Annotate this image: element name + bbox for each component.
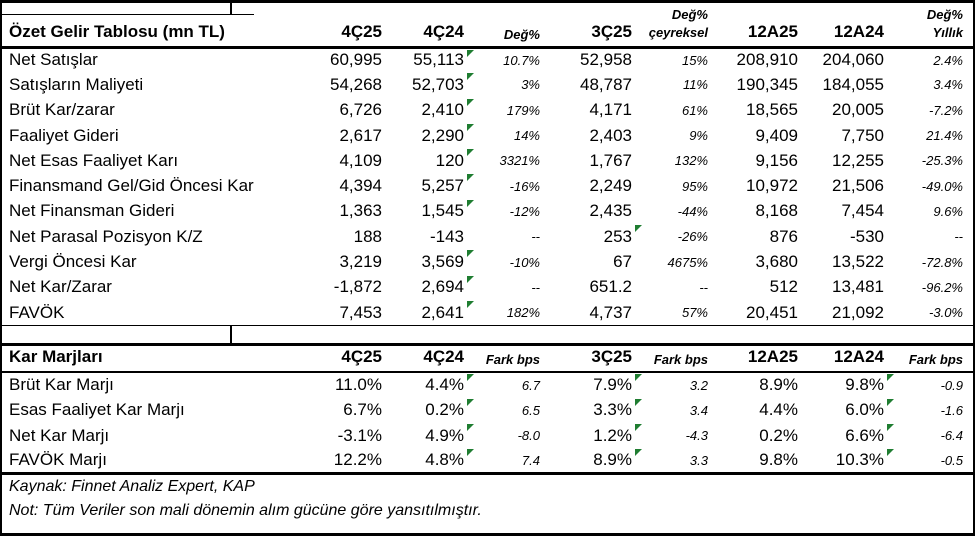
value-cell: -0.5: [940, 452, 963, 468]
row-label: Faaliyet Gideri: [9, 125, 119, 145]
cell-flag-icon: [467, 149, 474, 156]
value-cell: 182%: [506, 305, 540, 321]
value-cell: -7.2%: [929, 102, 963, 118]
row-label: Net Kar/Zarar: [9, 277, 112, 297]
row-label: Net Esas Faaliyet Karı: [9, 150, 179, 170]
value-cell: 3.3: [689, 452, 708, 468]
value-cell: 55,113: [392, 47, 474, 72]
cell-flag-icon: [467, 399, 474, 406]
col-header-4c24-margins: 4Ç24: [392, 346, 474, 372]
value-cell: 13,522: [832, 252, 884, 272]
value-cell: -6.4: [940, 428, 963, 443]
value-cell: 1.2%: [550, 423, 642, 448]
value-cell: 2,694: [392, 275, 474, 300]
value-cell: -1,872: [333, 277, 382, 297]
value-cell: --: [531, 279, 540, 295]
table-row: [2, 249, 973, 274]
cell-flag-icon: [887, 424, 894, 431]
value-cell: 7.9%: [550, 372, 642, 397]
table-row: [2, 173, 973, 198]
value-cell: -44%: [677, 203, 708, 219]
grid-tick: [230, 326, 232, 343]
value-cell: 52,958: [580, 50, 632, 70]
value-cell: 20,451: [746, 302, 798, 322]
table-row: [2, 199, 973, 224]
value-cell: 4.9%: [392, 423, 474, 448]
table-row: [2, 423, 973, 448]
cell-flag-icon: [467, 250, 474, 257]
spacer-row: [2, 325, 973, 346]
value-cell: 57%: [681, 305, 708, 321]
value-cell: 190,345: [736, 74, 798, 94]
row-label: Net Satışlar: [9, 50, 98, 70]
value-cell: 95%: [681, 178, 708, 194]
value-cell: -8.0: [517, 428, 540, 443]
grid-tick: [230, 3, 232, 15]
value-cell: 188: [353, 226, 382, 246]
col-header-deg-pct: Değ%: [474, 3, 550, 47]
value-cell: 7,750: [841, 125, 884, 145]
value-cell: 12,255: [832, 150, 884, 170]
value-cell: 3%: [521, 77, 540, 93]
col-header-deg-pct-yoy: Değ% Yıllık: [894, 3, 973, 47]
value-cell: 0.2%: [392, 398, 474, 423]
value-cell: 2,290: [392, 123, 474, 148]
value-cell: 10,972: [746, 176, 798, 196]
value-cell: 4,171: [589, 100, 632, 120]
value-cell: 21,092: [832, 302, 884, 322]
value-cell: 13,481: [832, 277, 884, 297]
cell-flag-icon: [467, 73, 474, 80]
cell-flag-icon: [467, 424, 474, 431]
col-header-12a24: 12A24: [808, 3, 894, 47]
row-label: Net Finansman Gideri: [9, 201, 175, 221]
col-header-12a24-margins: 12A24: [808, 346, 894, 372]
value-cell: 3321%: [499, 153, 540, 169]
table-row: [2, 123, 973, 148]
value-cell: 15%: [681, 52, 708, 68]
col-header-3c25-margins: 3Ç25: [550, 346, 642, 372]
value-cell: 52,703: [392, 72, 474, 97]
value-cell: 60,995: [330, 50, 382, 70]
value-cell: 184,055: [822, 74, 884, 94]
income-table-title-text: Özet Gelir Tablosu (mn TL): [9, 21, 225, 41]
value-cell: 132%: [674, 153, 708, 169]
data-note: Not: Tüm Veriler son mali dönemin alım gücüne göre yansıtılmıştır.: [9, 501, 482, 519]
value-cell: -12%: [509, 203, 540, 219]
col-header-4c25-margins: 4Ç25: [308, 346, 392, 372]
value-cell: -4.3: [685, 428, 708, 443]
value-cell: 6,726: [339, 100, 382, 120]
margins-table-title: [2, 346, 308, 372]
col-header-fark-bps-1: Fark bps: [474, 346, 550, 372]
cell-flag-icon: [887, 399, 894, 406]
value-cell: 0.2%: [759, 425, 798, 445]
row-label: FAVÖK Marjı: [9, 450, 107, 470]
cell-flag-icon: [467, 301, 474, 308]
value-cell: 1,363: [339, 201, 382, 221]
value-cell: 3.3%: [550, 398, 642, 423]
cell-flag-icon: [467, 449, 474, 456]
value-cell: 2,641: [392, 300, 474, 325]
value-cell: 3.4%: [933, 77, 963, 93]
col-header-12a25: 12A25: [718, 3, 808, 47]
col-header-12a25-margins: 12A25: [718, 346, 808, 372]
value-cell: 21,506: [832, 176, 884, 196]
value-cell: 4.4%: [392, 372, 474, 397]
value-cell: 4.8%: [392, 448, 474, 473]
value-cell: --: [531, 229, 540, 245]
value-cell: 512: [769, 277, 798, 297]
value-cell: 3.2: [689, 377, 708, 393]
value-cell: 2,403: [589, 125, 632, 145]
value-cell: 9%: [689, 128, 708, 144]
row-label: Net Kar Marjı: [9, 425, 110, 445]
row-label: Net Parasal Pozisyon K/Z: [9, 226, 203, 246]
cell-flag-icon: [467, 374, 474, 381]
cell-flag-icon: [467, 50, 474, 57]
value-cell: 67: [613, 252, 632, 272]
value-cell: 7,454: [841, 201, 884, 221]
profit-margins-table: [2, 346, 973, 475]
row-label: Vergi Öncesi Kar: [9, 252, 137, 272]
value-cell: 20,005: [832, 100, 884, 120]
cell-flag-icon: [887, 449, 894, 456]
value-cell: 6.7%: [343, 400, 382, 420]
table-row: [2, 300, 973, 325]
cell-flag-icon: [467, 276, 474, 283]
value-cell: --: [954, 229, 963, 245]
value-cell: 21.4%: [926, 128, 963, 144]
value-cell: 10.3%: [808, 448, 894, 473]
value-cell: 4675%: [667, 254, 708, 270]
value-cell: 4,737: [589, 302, 632, 322]
value-cell: 3,219: [339, 252, 382, 272]
value-cell: --: [699, 279, 708, 295]
cell-flag-icon: [635, 374, 642, 381]
value-cell: 2,410: [392, 98, 474, 123]
value-cell: 208,910: [736, 50, 798, 70]
value-cell: 204,060: [822, 50, 884, 70]
row-label: FAVÖK: [9, 302, 65, 322]
row-label: Finansmand Gel/Gid Öncesi Kar: [9, 176, 254, 196]
row-label: Satışların Maliyeti: [9, 74, 144, 94]
value-cell: 3.4: [689, 402, 708, 418]
row-label: Brüt Kar/zarar: [9, 100, 115, 120]
value-cell: 11.0%: [335, 375, 382, 395]
cell-flag-icon: [467, 99, 474, 106]
cell-flag-icon: [635, 399, 642, 406]
income-table-title: [2, 3, 308, 47]
value-cell: 4.4%: [759, 400, 798, 420]
value-cell: 4,109: [339, 150, 382, 170]
value-cell: 48,787: [580, 74, 632, 94]
value-cell: 6.5: [521, 402, 540, 418]
cell-flag-icon: [887, 374, 894, 381]
row-label: Esas Faaliyet Kar Marjı: [9, 400, 185, 420]
value-cell: 5,257: [392, 173, 474, 198]
value-cell: 2,435: [589, 201, 632, 221]
cell-flag-icon: [635, 424, 642, 431]
table-row: [2, 47, 973, 72]
value-cell: 6.7: [521, 377, 540, 393]
value-cell: 876: [769, 226, 798, 246]
value-cell: 7,453: [339, 302, 382, 322]
value-cell: 4,394: [339, 176, 382, 196]
table-row: [2, 448, 973, 473]
value-cell: 9.8%: [808, 372, 894, 397]
value-cell: 8.9%: [759, 375, 798, 395]
value-cell: -26%: [677, 229, 708, 245]
source-note: Kaynak: Finnet Analiz Expert, KAP: [9, 477, 255, 495]
value-cell: 6.6%: [808, 423, 894, 448]
value-cell: -49.0%: [921, 178, 963, 194]
value-cell: -72.8%: [921, 254, 963, 270]
col-header-4c24: 4Ç24: [392, 3, 474, 47]
income-statement-table: [2, 3, 973, 325]
value-cell: 2,249: [589, 176, 632, 196]
value-cell: 14%: [513, 128, 540, 144]
value-cell: 1,545: [392, 199, 474, 224]
table-row: [2, 275, 973, 300]
table-row: [2, 372, 973, 397]
table-row: [2, 72, 973, 97]
col-header-4c25: 4Ç25: [308, 3, 392, 47]
value-cell: 10.7%: [503, 52, 540, 68]
value-cell: 54,268: [330, 74, 382, 94]
value-cell: 1,767: [589, 150, 632, 170]
col-header-fark-bps-2: Fark bps: [642, 346, 718, 372]
cell-flag-icon: [635, 449, 642, 456]
income-header-row: [2, 3, 973, 47]
grid-line: [2, 14, 254, 15]
margins-table-title-text: Kar Marjları: [9, 347, 103, 367]
value-cell: 8,168: [755, 201, 798, 221]
value-cell: 8.9%: [550, 448, 642, 473]
table-row: [2, 224, 973, 249]
cell-flag-icon: [467, 174, 474, 181]
col-header-deg-pct-qoq: Değ% çeyreksel: [642, 3, 718, 47]
value-cell: 18,565: [746, 100, 798, 120]
value-cell: 7.4: [521, 452, 540, 468]
value-cell: -530: [849, 226, 884, 246]
value-cell: 9.6%: [933, 203, 963, 219]
row-label: Brüt Kar Marjı: [9, 375, 114, 395]
value-cell: -0.9: [940, 377, 963, 393]
value-cell: 2.4%: [933, 52, 963, 68]
margins-table-body: [2, 372, 973, 473]
margins-header-row: [2, 346, 973, 372]
value-cell: -3.0%: [929, 305, 963, 321]
value-cell: 11%: [682, 77, 708, 93]
value-cell: 61%: [681, 102, 708, 118]
value-cell: 3,680: [755, 252, 798, 272]
value-cell: -3.1%: [337, 425, 382, 445]
value-cell: 253: [550, 224, 642, 249]
value-cell: 120: [392, 148, 474, 173]
value-cell: 179%: [506, 102, 540, 118]
value-cell: -96.2%: [921, 279, 963, 295]
cell-flag-icon: [467, 124, 474, 131]
value-cell: -10%: [509, 254, 540, 270]
col-header-fark-bps-3: Fark bps: [894, 346, 973, 372]
cell-flag-icon: [635, 225, 642, 232]
value-cell: -143: [429, 226, 464, 246]
value-cell: -1.6: [940, 402, 963, 418]
cell-flag-icon: [467, 200, 474, 207]
income-table-body: [2, 47, 973, 325]
col-header-3c25: 3Ç25: [550, 3, 642, 47]
value-cell: -25.3%: [921, 153, 963, 169]
table-row: [2, 98, 973, 123]
table-row: [2, 398, 973, 423]
value-cell: -16%: [509, 178, 540, 194]
value-cell: 9,409: [755, 125, 798, 145]
value-cell: 6.0%: [808, 398, 894, 423]
value-cell: 3,569: [392, 249, 474, 274]
value-cell: 2,617: [339, 125, 382, 145]
value-cell: 12.2%: [333, 450, 382, 470]
value-cell: 651.2: [589, 277, 632, 297]
value-cell: 9.8%: [759, 450, 798, 470]
value-cell: 9,156: [755, 150, 798, 170]
table-row: [2, 148, 973, 173]
